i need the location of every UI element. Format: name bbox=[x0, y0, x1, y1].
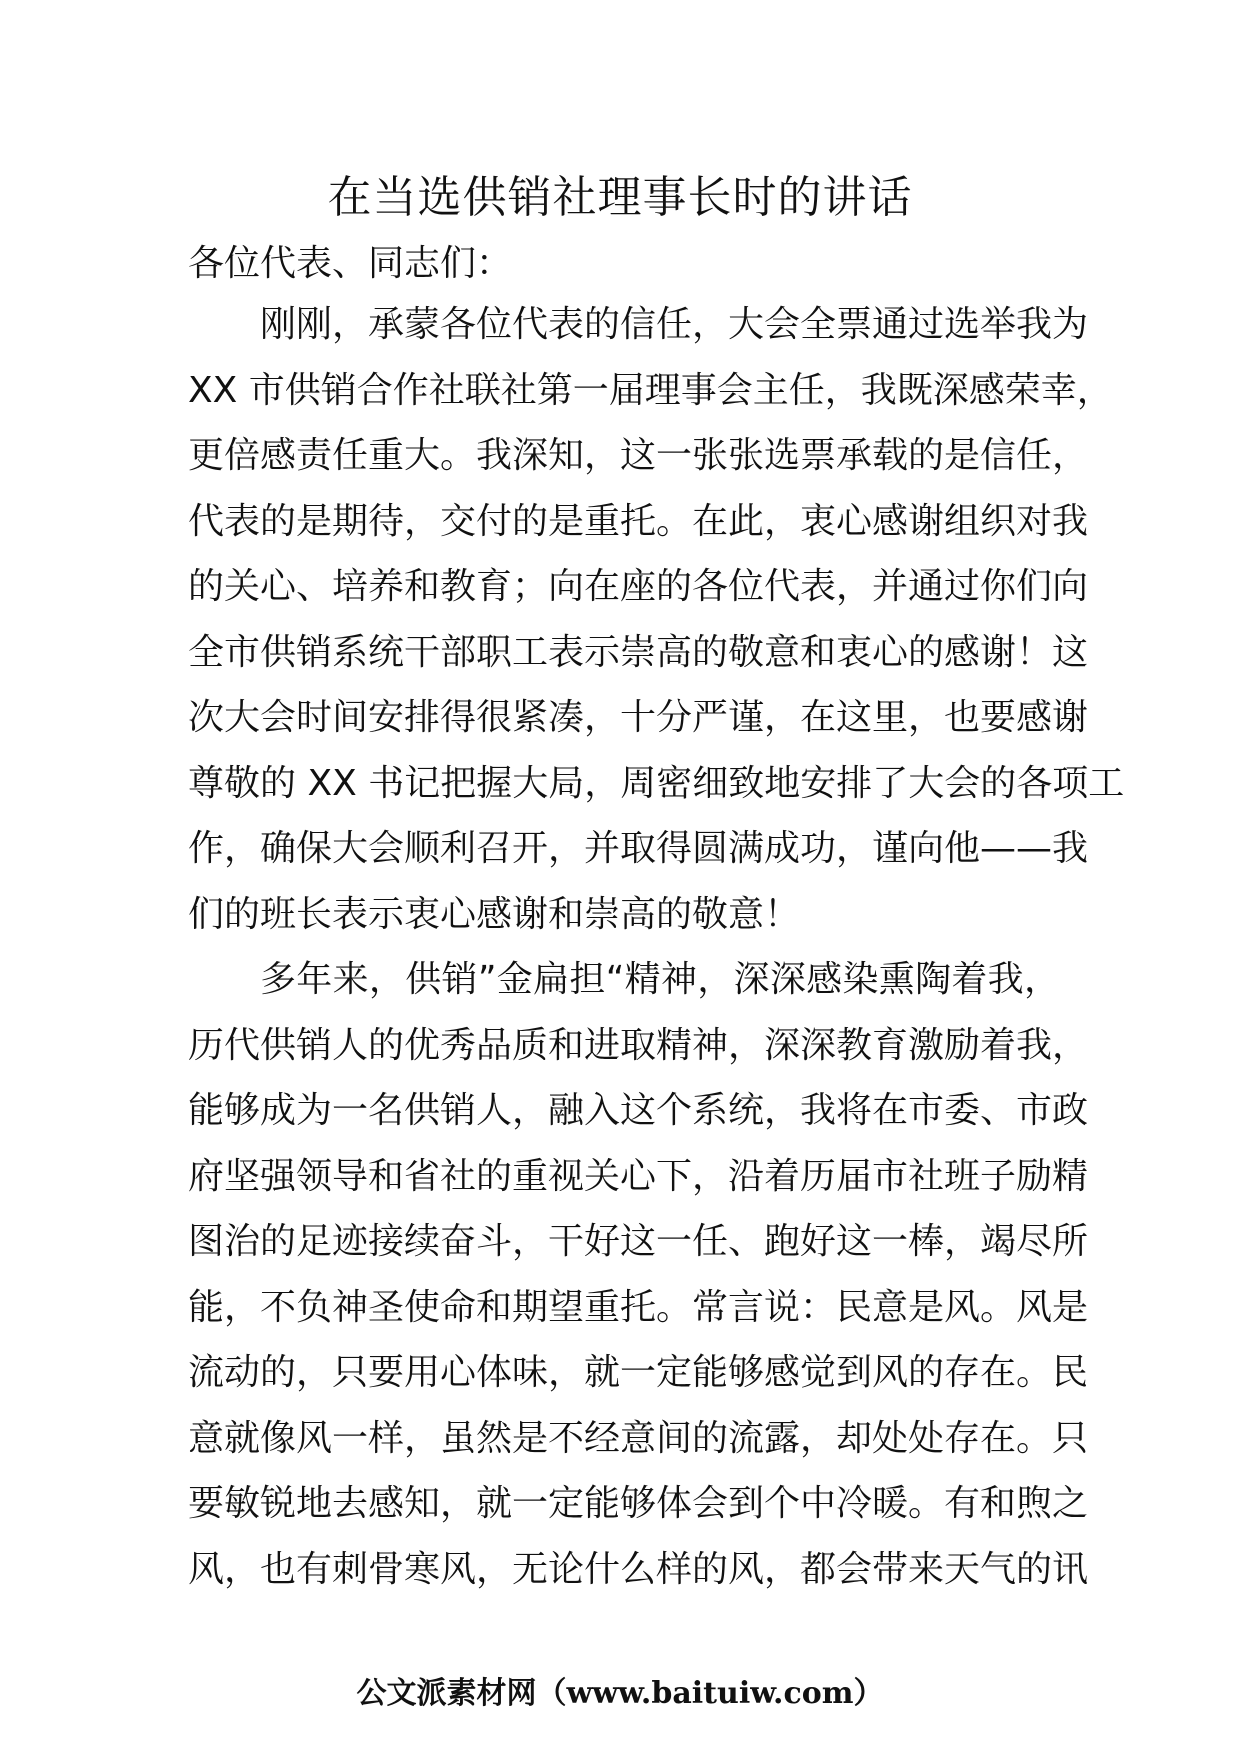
paragraph-line: 要敏锐地去感知，就一定能够体会到个中冷暖。有和煦之 bbox=[188, 1483, 1089, 1524]
paragraph-line: 府坚强领导和省社的重视关心下，沿着历届市社班子励精 bbox=[188, 1155, 1089, 1197]
paragraph-line: 刚刚，承蒙各位代表的信任，大会全票通过选举我为 bbox=[260, 304, 1089, 345]
paragraph-2 bbox=[188, 947, 1089, 1602]
paragraph-line: 尊敬的 XX 书记把握大局，周密细致地安排了大会的各项工 bbox=[188, 762, 1125, 804]
document-title: 在当选供销社理事长时的讲话 bbox=[327, 172, 913, 223]
paragraph-1 bbox=[188, 292, 1125, 947]
paragraph-line: 代表的是期待，交付的是重托。在此，衷心感谢组织对我 bbox=[188, 500, 1089, 542]
paragraph-line: 作，确保大会顺利召开，并取得圆满成功，谨向他——我 bbox=[188, 828, 1089, 869]
paragraph-line: 能够成为一名供销人，融入这个系统，我将在市委、市政 bbox=[188, 1090, 1089, 1131]
paragraph-line: 的关心、培养和教育；向在座的各位代表，并通过你们向 bbox=[188, 566, 1089, 607]
document-body bbox=[188, 236, 1125, 1602]
paragraph-line: XX 市供销合作社联社第一届理事会主任，我既深感荣幸， bbox=[188, 369, 1113, 411]
paragraph-line: 风，也有刺骨寒风，无论什么样的风，都会带来天气的讯 bbox=[188, 1548, 1089, 1590]
paragraph-line: 次大会时间安排得很紧凑，十分严谨，在这里，也要感谢 bbox=[188, 697, 1089, 738]
paragraph-line: 全市供销系统干部职工表示崇高的敬意和衷心的感谢！这 bbox=[188, 631, 1089, 673]
paragraph-line: 多年来，供销”金扁担“精神，深深感染熏陶着我， bbox=[260, 959, 1060, 1000]
paragraph-line: 历代供销人的优秀品质和进取精神，深深教育激励着我， bbox=[188, 1024, 1089, 1066]
salutation: 各位代表、同志们： bbox=[188, 243, 513, 284]
paragraph-line: 们的班长表示衷心感谢和崇高的敬意！ bbox=[188, 893, 801, 935]
paragraph-line: 意就像风一样，虽然是不经意间的流露，却处处存在。只 bbox=[188, 1417, 1089, 1459]
paragraph-line: 图治的足迹接续奋斗，干好这一任、跑好这一棒，竭尽所 bbox=[188, 1221, 1089, 1262]
footer-watermark-text: 公文派素材网（www.baituiw.com） bbox=[356, 1676, 884, 1711]
paragraph-line: 能，不负神圣使命和期望重托。常言说：民意是风。风是 bbox=[188, 1286, 1089, 1328]
paragraph-line: 流动的，只要用心体味，就一定能够感觉到风的存在。民 bbox=[188, 1352, 1089, 1393]
paragraph-line: 更倍感责任重大。我深知，这一张张选票承载的是信任， bbox=[188, 435, 1089, 476]
